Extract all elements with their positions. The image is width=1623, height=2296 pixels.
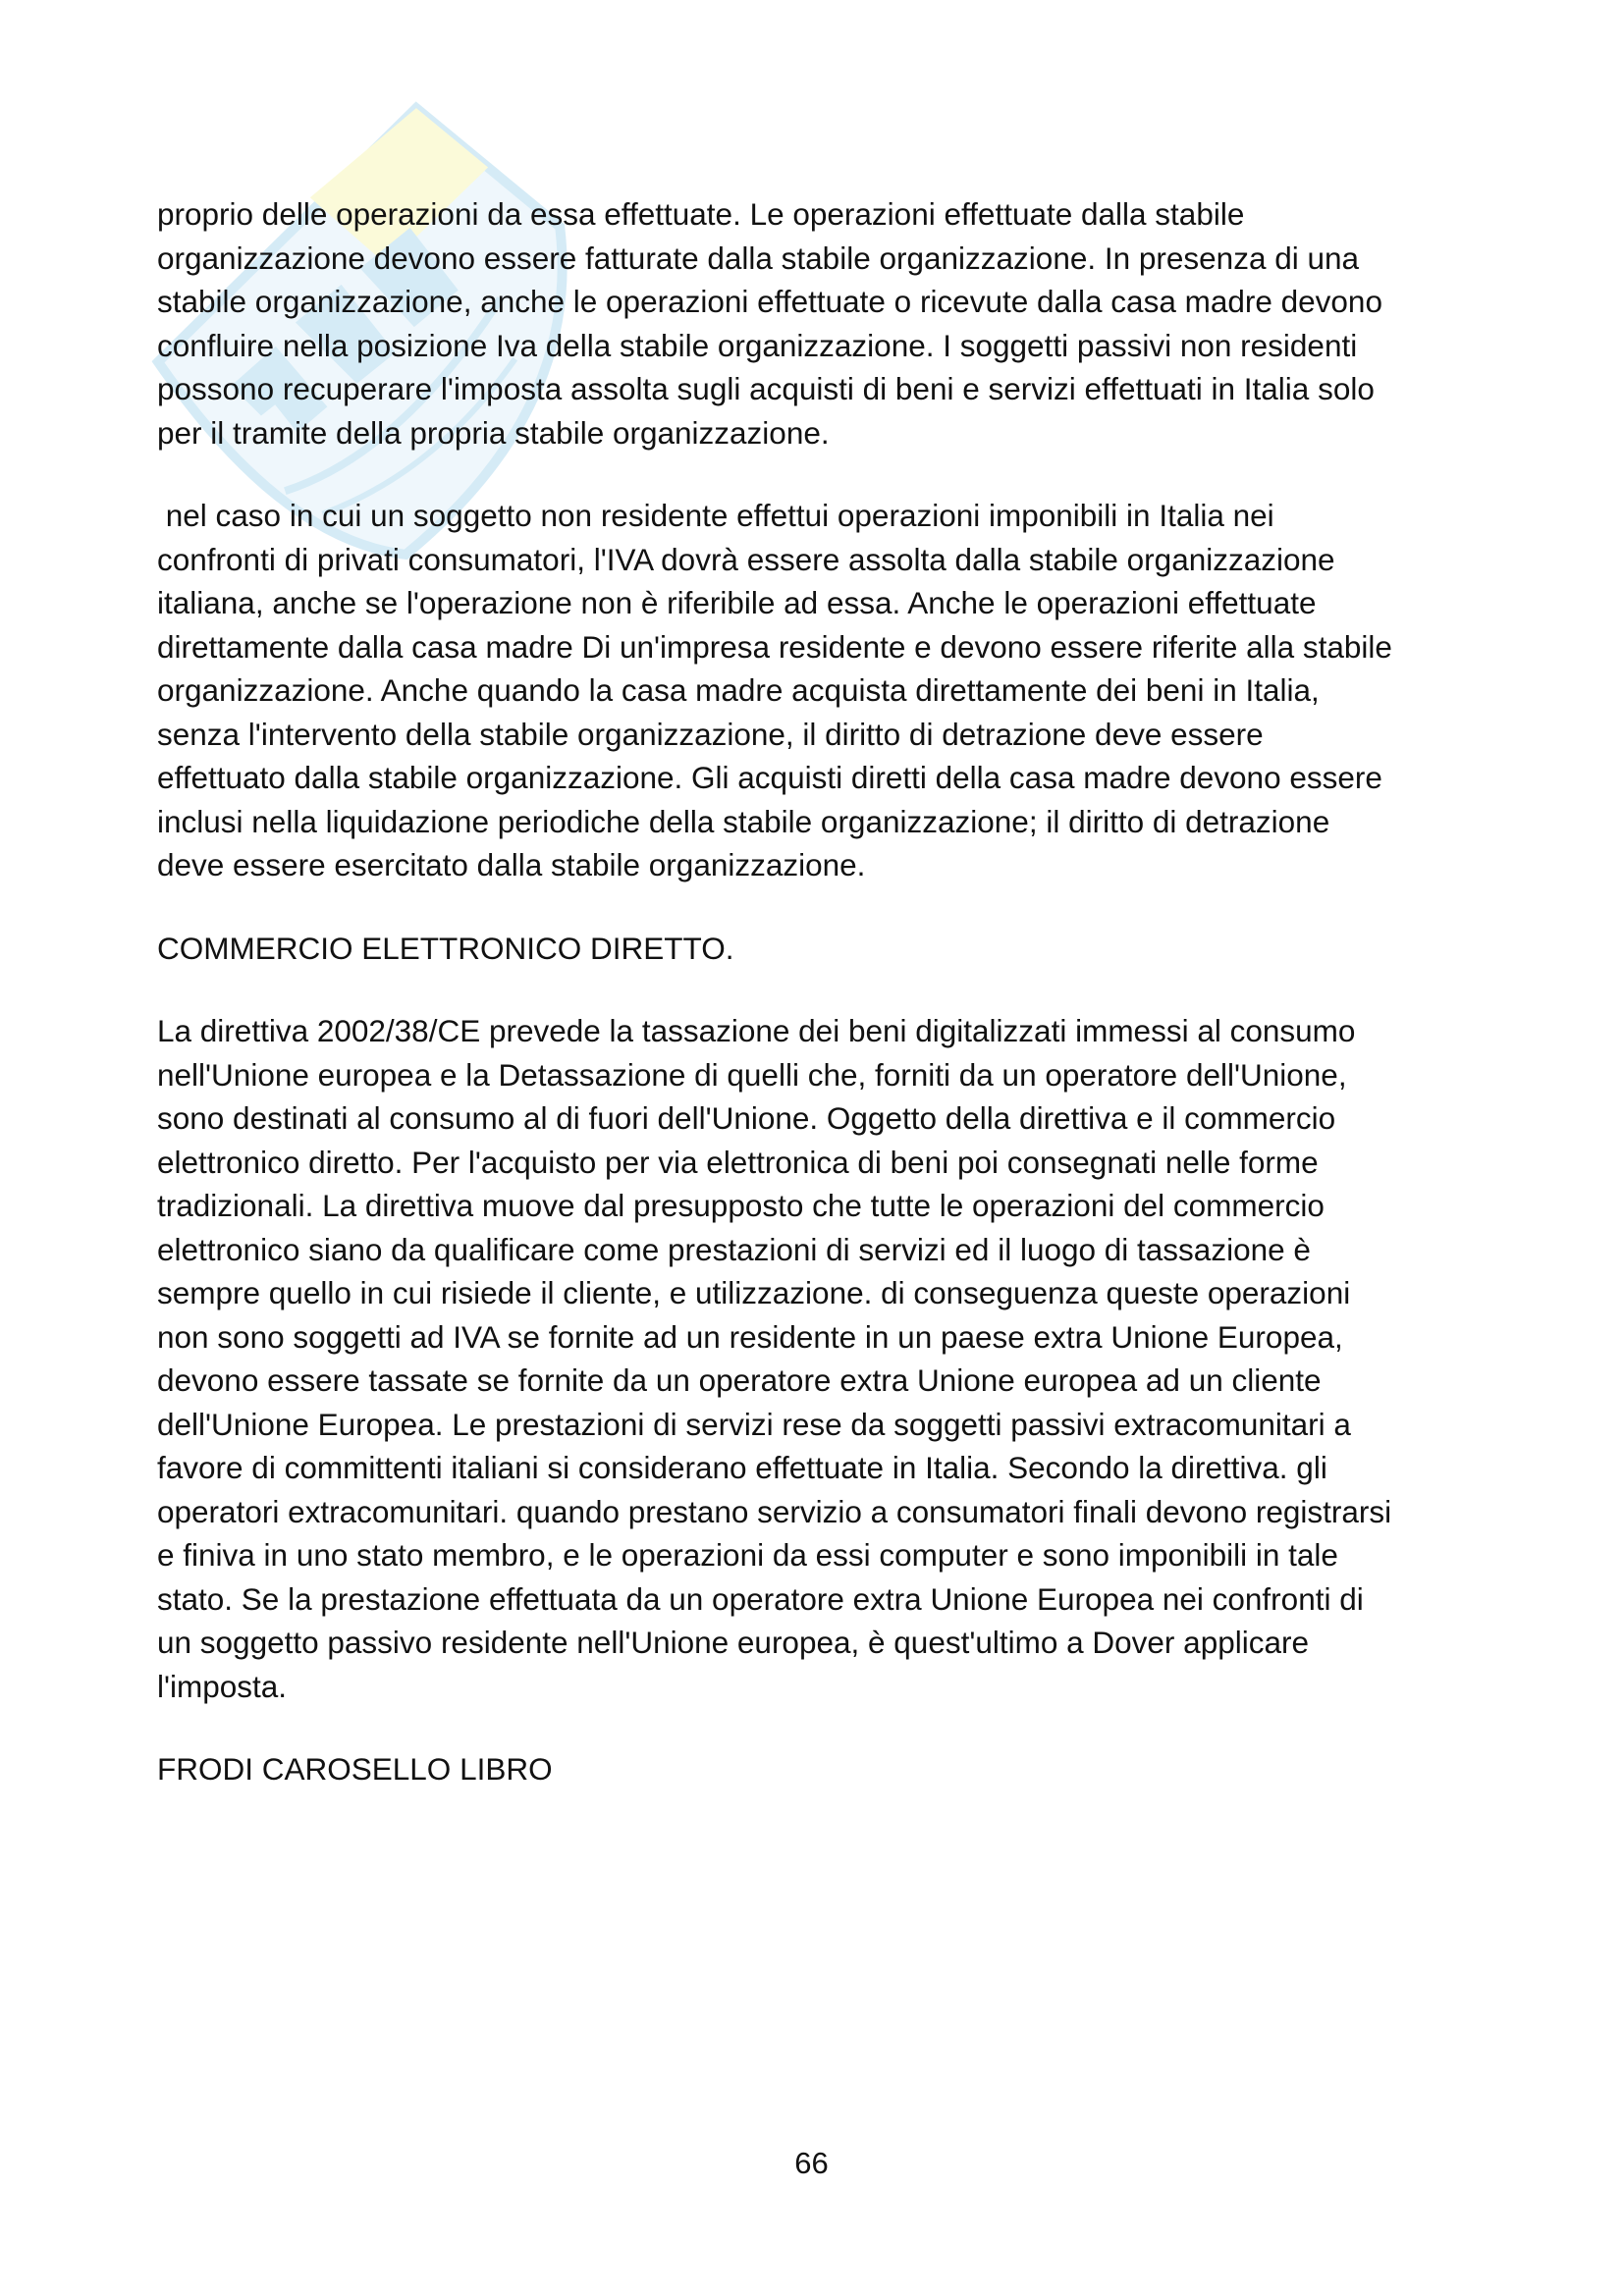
text-line: proprio delle operazioni da essa effettuate. Le operazioni effettuate dalla stabile bbox=[157, 196, 1245, 232]
section-heading-commercio-elettronico: COMMERCIO ELETTRONICO DIRETTO. bbox=[157, 930, 734, 966]
text-line: effettuato dalla stabile organizzazione. Gli acquisti diretti della casa madre devono essere bbox=[157, 760, 1382, 795]
text-line: La direttiva 2002/38/CE prevede la tassazione dei beni digitalizzati immessi al consumo bbox=[157, 1013, 1356, 1048]
text-line: stato. Se la prestazione effettuata da un operatore extra Unione Europea nei confronti di bbox=[157, 1580, 1364, 1617]
text-line: nell'Unione europea e la Detassazione di quelli che, forniti da un operatore dell'Unione, bbox=[157, 1056, 1347, 1093]
text-line: dell'Unione Europea. Le prestazioni di servizi rese da soggetti passivi extracomunitari a bbox=[157, 1406, 1351, 1442]
page-number: 66 bbox=[794, 2146, 829, 2180]
text-line: stabile organizzazione, anche le operazioni effettuate o ricevute dalla casa madre devono bbox=[157, 284, 1382, 319]
text-line: sempre quello in cui risiede il cliente, e utilizzazione. di conseguenza queste operazioni bbox=[157, 1275, 1351, 1310]
text-line: confluire nella posizione Iva della stabile organizzazione. I soggetti passivi non residenti bbox=[157, 327, 1358, 363]
text-line: italiana, anche se l'operazione non è riferibile ad essa. Anche le operazioni effettuate bbox=[157, 585, 1317, 620]
text-line: favore di committenti italiani si considerano effettuate in Italia. Secondo la direttiva. gli bbox=[157, 1450, 1327, 1485]
text-line: organizzazione devono essere fatturate dalla stabile organizzazione. In presenza di una bbox=[157, 240, 1360, 276]
paragraph-2 bbox=[157, 494, 1483, 887]
text-line: tradizionali. La direttiva muove dal presupposto che tutte le operazioni del commercio bbox=[157, 1188, 1325, 1223]
text-line: deve essere esercitato dalla stabile organizzazione. bbox=[157, 847, 866, 882]
text-line: sono destinati al consumo al di fuori dell'Unione. Oggetto della direttiva e il commercio bbox=[157, 1100, 1336, 1136]
section-heading-frodi-carosello: FRODI CAROSELLO LIBRO bbox=[157, 1751, 553, 1787]
document-body bbox=[157, 192, 1483, 1831]
text-line: organizzazione. Anche quando la casa madre acquista direttamente dei beni in Italia, bbox=[157, 672, 1320, 708]
text-line: elettronico siano da qualificare come prestazioni di servizi ed il luogo di tassazione è bbox=[157, 1231, 1311, 1267]
text-line: possono recuperare l'imposta assolta sugli acquisti di beni e servizi effettuati in Italia solo bbox=[157, 371, 1375, 406]
text-line: non sono soggetti ad IVA se fornite ad un residente in un paese extra Unione Europea, bbox=[157, 1318, 1343, 1355]
text-line: confronti di privati consumatori, l'IVA dovrà essere assolta dalla stabile organizzazione bbox=[157, 541, 1335, 577]
text-line: senza l'intervento della stabile organizzazione, il diritto di detrazione deve essere bbox=[157, 716, 1264, 752]
text-line: nel caso in cui un soggetto non residente effettui operazioni imponibili in Italia nei bbox=[157, 498, 1274, 533]
text-line: e finiva in uno stato membro, e le operazioni da essi computer e sono imponibili in tale bbox=[157, 1537, 1338, 1573]
text-line: direttamente dalla casa madre Di un'impresa residente e devono essere riferite alla stabile bbox=[157, 628, 1392, 665]
text-line: un soggetto passivo residente nell'Unione europea, è quest'ultimo a Dover applicare bbox=[157, 1625, 1310, 1660]
paragraph-1 bbox=[157, 192, 1483, 454]
text-line: operatori extracomunitari. quando prestano servizio a consumatori finali devono registrarsi bbox=[157, 1493, 1392, 1529]
text-line: inclusi nella liquidazione periodiche della stabile organizzazione; il diritto di detrazione bbox=[157, 803, 1330, 839]
text-line: elettronico diretto. Per l'acquisto per via elettronica di beni poi consegnati nelle forme bbox=[157, 1144, 1319, 1180]
text-line: per il tramite della propria stabile organizzazione. bbox=[157, 414, 830, 451]
paragraph-3 bbox=[157, 1009, 1483, 1708]
text-line: devono essere tassate se fornite da un operatore extra Unione europea ad un cliente bbox=[157, 1362, 1322, 1398]
text-line: l'imposta. bbox=[157, 1668, 288, 1704]
